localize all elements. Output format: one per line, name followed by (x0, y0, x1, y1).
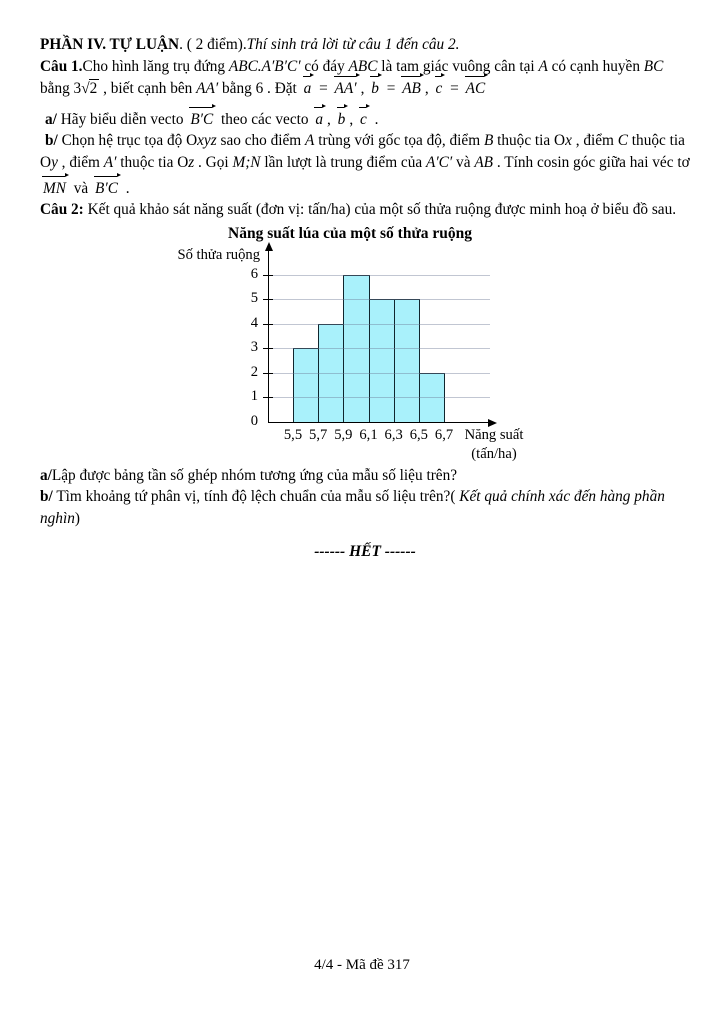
text-segment: là tam giác vuông cân tại (377, 57, 539, 75)
text-line (40, 486, 690, 508)
text-segment: A (538, 57, 548, 75)
document-body (40, 34, 690, 561)
text-segment: M;N (232, 153, 261, 171)
subquestion-text-block (40, 465, 690, 530)
y-axis-arrow-icon (265, 242, 273, 251)
text-segment: BC (643, 57, 664, 75)
text-segment: Tìm khoảng tứ phân vị, tính độ lệch chuẩn của mẫu số liệu trên?( (52, 488, 460, 506)
text-segment: , (327, 110, 335, 128)
text-segment: b/ (40, 488, 53, 506)
text-segment: sao cho điểm (216, 132, 306, 150)
text-segment: A (305, 132, 315, 150)
text-line (40, 152, 690, 174)
text-line (40, 130, 690, 152)
vector-notation: a (303, 77, 314, 100)
text-segment: PHẦN IV. TỰ LUẬN (40, 36, 180, 53)
text-segment: và (69, 179, 93, 197)
histogram-chart (40, 223, 690, 465)
text-segment: có cạnh huyền (547, 57, 644, 75)
radical-sign-icon: √ (81, 80, 89, 98)
histogram-bar (394, 299, 420, 423)
vector-notation: c (359, 108, 369, 131)
y-tick-label: 5 (250, 290, 258, 307)
gridline (268, 324, 490, 325)
x-axis-label-line2: (tấn/ha) (471, 445, 517, 462)
text-segment: và (452, 153, 475, 171)
radicand: 2 (89, 80, 98, 98)
text-segment: . Gọi (194, 153, 233, 171)
text-segment: . (370, 110, 379, 128)
text-segment: b/ (45, 132, 58, 150)
vector-notation: AC (465, 77, 488, 100)
text-segment: Hãy biểu diễn vecto (56, 110, 188, 128)
vector-notation: b (337, 108, 348, 131)
text-line (40, 34, 690, 56)
text-segment: ABC.A′B′C′ (228, 57, 301, 75)
y-tick-label: 1 (250, 388, 258, 405)
text-line (40, 177, 690, 200)
x-tick-label: 6,7 (434, 426, 454, 443)
text-segment: , (360, 80, 369, 98)
x-tick-label: 5,9 (334, 426, 353, 443)
text-segment: ) (74, 509, 80, 527)
text-segment: C (617, 132, 628, 150)
x-tick-label: 5,5 (283, 426, 303, 443)
text-segment: , (349, 110, 357, 128)
gridline (268, 348, 490, 349)
vector-notation: AA′ (334, 77, 359, 100)
text-segment: theo các vecto (217, 110, 313, 128)
text-segment: = (315, 80, 332, 98)
text-segment: Cho hình lăng trụ đứng (82, 57, 229, 75)
vector-notation: B′C (94, 177, 120, 200)
y-tick-mark (263, 397, 273, 398)
x-axis-label (448, 426, 540, 464)
vector-notation: a (314, 108, 325, 131)
question-text-block (40, 34, 690, 221)
text-segment: Kết quả chính xác đến hàng phần (459, 488, 665, 506)
gridline (268, 397, 490, 398)
text-segment: B (483, 132, 494, 150)
text-segment: x (565, 132, 572, 150)
x-tick-label: 5,7 (309, 426, 328, 443)
text-segment: Thí sinh trả lời từ câu 1 đến câu 2. (246, 36, 460, 53)
vector-notation: c (435, 77, 445, 100)
text-segment: thuộc tia O (116, 153, 189, 171)
y-tick-label: 2 (250, 363, 258, 380)
x-tick-label: 6,5 (409, 426, 428, 443)
gridline (268, 299, 490, 300)
y-tick-label: 3 (250, 339, 258, 356)
text-segment: z (188, 153, 195, 171)
x-axis-arrow-icon (488, 419, 497, 427)
x-tick-label: 6,1 (359, 426, 378, 443)
vector-notation: B′C (189, 108, 215, 131)
histogram-bar (293, 348, 319, 423)
y-tick-label: 6 (250, 265, 258, 282)
text-segment: Câu 2: (40, 201, 84, 219)
y-tick-mark (263, 299, 273, 300)
text-line (40, 77, 690, 100)
text-segment: = (446, 80, 463, 98)
chart-title: Năng suất lúa của một số thửa ruộng (228, 224, 472, 242)
text-line (40, 56, 690, 78)
gridline (268, 373, 490, 374)
text-segment: ABC (348, 57, 378, 75)
text-segment: nghìn (40, 509, 75, 527)
text-segment: Kết quả khảo sát năng suất (đơn vị: tấn/ha) của một số thửa ruộng được minh hoạ ở biểu đồ sau. (83, 201, 677, 219)
text-segment: . (121, 179, 130, 197)
text-segment: có đáy (300, 57, 349, 75)
vector-notation: b (370, 77, 381, 100)
text-segment: A′ (103, 153, 117, 171)
text-line (40, 508, 690, 530)
text-segment: A′C′ (425, 153, 453, 171)
page-footer: 4/4 - Mã đề 317 (314, 957, 410, 973)
x-tick-label: 6,3 (384, 426, 403, 443)
text-line (40, 465, 690, 487)
x-axis (268, 422, 488, 424)
y-tick-label: 4 (250, 314, 258, 331)
text-segment: , điểm (57, 153, 104, 171)
text-segment: bằng 6 . Đặt (218, 80, 301, 98)
text-segment: xyz (197, 132, 217, 150)
text-segment: . ( 2 điểm). (179, 36, 247, 53)
y-tick-mark (263, 373, 273, 374)
text-segment: bằng 3 (40, 80, 82, 98)
text-segment: thuộc tia O (493, 132, 566, 150)
text-segment: = (382, 80, 400, 98)
text-segment: trùng với gốc tọa độ, điểm (314, 132, 484, 150)
x-axis-label-line1: Năng suất (464, 426, 524, 443)
vector-notation: MN (42, 177, 68, 200)
y-tick-mark (263, 324, 273, 325)
text-segment: . Tính cosin góc giữa hai véc tơ (493, 153, 690, 171)
text-line (40, 199, 690, 221)
histogram-bar (369, 299, 395, 423)
y-tick-label: 0 (250, 412, 258, 429)
vector-notation: AB (401, 77, 423, 100)
text-segment: Lập được bảng tần số ghép nhóm tương ứng của mẫu số liệu trên? (51, 466, 458, 484)
text-segment: , điểm (571, 132, 618, 150)
text-segment: , biết cạnh bên (99, 80, 197, 98)
text-segment: a/ (45, 110, 57, 128)
text-segment: AB (474, 153, 494, 171)
text-segment: lần lượt là trung điểm của (260, 153, 426, 171)
text-segment: Chọn hệ trục tọa độ O (57, 132, 198, 150)
y-tick-mark (263, 275, 273, 276)
text-segment: , (424, 80, 433, 98)
text-segment: AA′ (196, 80, 219, 98)
text-segment: thuộc tia (627, 132, 685, 150)
end-marker: ------ HẾT ------ (314, 542, 416, 560)
text-segment: O (40, 153, 52, 171)
y-axis-label: Số thửa ruộng (177, 246, 260, 263)
text-line (40, 108, 690, 131)
plot-area (40, 223, 690, 465)
text-segment: Câu 1. (40, 57, 83, 75)
text-segment: a/ (40, 466, 52, 484)
text-segment: y (51, 153, 58, 171)
gridline (268, 275, 490, 276)
square-root-notation (81, 78, 99, 100)
y-tick-mark (263, 348, 273, 349)
